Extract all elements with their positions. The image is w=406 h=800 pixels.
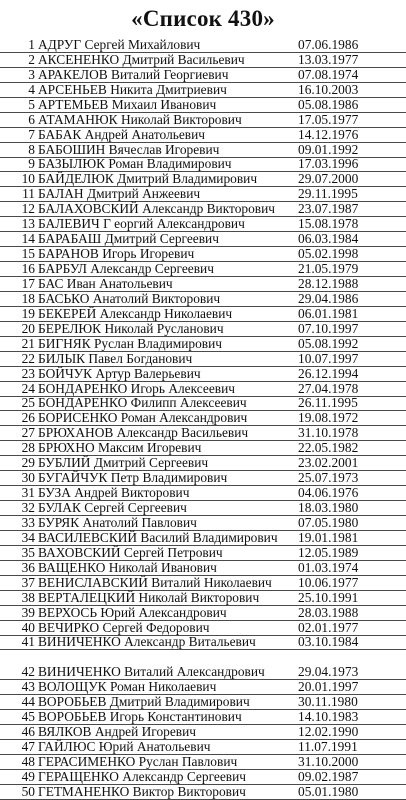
- list-item-name: ВЯЛКОВ Андрей Игоревич: [38, 724, 197, 740]
- list-item-num: 40: [21, 619, 35, 635]
- list-item-num: 18: [21, 290, 35, 306]
- list-item-date: 07.06.1986: [298, 36, 359, 52]
- list-item-date: 20.01.1997: [298, 679, 359, 695]
- list-item-num: 23: [21, 365, 35, 381]
- list-item: [0, 232, 406, 247]
- list-item-date: 30.11.1980: [298, 694, 358, 710]
- list-item: [0, 755, 406, 770]
- list-item-date: 05.01.1980: [298, 783, 359, 799]
- list-gap: [0, 650, 406, 665]
- list-item-name: АРАКЕЛОВ Виталий Георгиевич: [38, 66, 229, 82]
- list-item: [0, 531, 406, 546]
- list-item-name: БАЛЕВИЧ Г еоргий Александрович: [38, 216, 245, 232]
- list-item-date: 26.12.1994: [298, 365, 359, 381]
- list-item-date: 19.01.1981: [298, 529, 359, 545]
- list-item-name: БАС Иван Анатольевич: [38, 275, 173, 291]
- list-item-num: 36: [21, 559, 35, 575]
- list-item-date: 01.03.1974: [298, 559, 359, 575]
- list-item-date: 23.02.2001: [298, 455, 359, 471]
- list-item-date: 26.11.1995: [298, 395, 358, 411]
- list-item-name: БРЮХАНОВ Александр Васильевич: [38, 425, 249, 441]
- list-item-num: 1: [28, 36, 35, 52]
- name-list: [0, 38, 406, 800]
- list-item-date: 05.08.1986: [298, 96, 359, 112]
- list-item: [0, 202, 406, 217]
- list-item: [0, 292, 406, 307]
- list-item-num: 15: [21, 246, 35, 262]
- list-item-num: 7: [28, 126, 35, 142]
- list-item-date: 27.04.1978: [298, 380, 359, 396]
- list-item: [0, 561, 406, 576]
- list-item-num: 13: [21, 216, 35, 232]
- list-item-date: 23.07.1987: [298, 201, 359, 217]
- list-item-date: 21.05.1979: [298, 261, 359, 277]
- list-item-date: 09.01.1992: [298, 141, 359, 157]
- list-item-num: 5: [28, 96, 35, 112]
- list-item-num: 24: [21, 380, 35, 396]
- list-item-num: 25: [21, 395, 35, 411]
- list-item: [0, 591, 406, 606]
- list-item-name: ГАЙЛЮС Юрий Анатольевич: [38, 739, 211, 755]
- list-item-name: БУЗА Андрей Викторович: [38, 485, 190, 501]
- list-item-num: 2: [28, 51, 35, 67]
- list-item-num: 3: [28, 66, 35, 82]
- list-item-name: ВЕРТАЛЕЦКИЙ Николай Викторович: [38, 589, 260, 605]
- list-item-date: 31.10.1978: [298, 425, 359, 441]
- list-item: [0, 486, 406, 501]
- list-item: [0, 158, 406, 173]
- list-item: [0, 247, 406, 262]
- list-item: [0, 262, 406, 277]
- list-item-date: 25.07.1973: [298, 470, 359, 486]
- list-item-num: 32: [21, 500, 35, 516]
- list-item-name: ВИНИЧЕНКО Виталий Александрович: [38, 664, 265, 680]
- list-item-date: 29.11.1995: [298, 186, 358, 202]
- list-item-num: 35: [21, 544, 35, 560]
- list-item-name: АКСЕНЕНКО Дмитрий Васильевич: [38, 51, 245, 67]
- list-item-num: 8: [28, 141, 35, 157]
- list-item: [0, 83, 406, 98]
- list-item-num: 6: [28, 111, 35, 127]
- list-item: [0, 337, 406, 352]
- list-item-date: 31.10.2000: [298, 753, 359, 769]
- list-item-num: 26: [21, 410, 35, 426]
- list-item-date: 15.08.1978: [298, 216, 359, 232]
- list-item-num: 29: [21, 455, 35, 471]
- list-item: [0, 680, 406, 695]
- list-item: [0, 322, 406, 337]
- list-item: [0, 68, 406, 83]
- list-item: [0, 710, 406, 725]
- list-item-name: ВЕНИСЛАВСКИЙ Виталий Николаевич: [38, 574, 272, 590]
- list-item-date: 07.05.1980: [298, 514, 359, 530]
- list-item-name: БАБОШИН Вячеслав Игоревич: [38, 141, 220, 157]
- list-item: [0, 695, 406, 710]
- list-item: [0, 38, 406, 53]
- list-item-date: 28.12.1988: [298, 275, 359, 291]
- list-item-date: 17.03.1996: [298, 156, 359, 172]
- list-item-name: ВОЛОЩУК Роман Николаевич: [38, 679, 217, 695]
- list-item-date: 10.07.1997: [298, 350, 359, 366]
- list-item-num: 50: [21, 783, 35, 799]
- list-item-name: ВАЩЕНКО Николай Иванович: [38, 559, 217, 575]
- list-item-name: ВАСИЛЕВСКИЙ Василий Владимирович: [38, 529, 278, 545]
- list-item-name: БЕКЕРЕЙ Александр Николаевич: [38, 305, 233, 321]
- list-item-num: 10: [21, 171, 35, 187]
- list-item: [0, 172, 406, 187]
- list-item-num: 22: [21, 350, 35, 366]
- list-item: [0, 636, 406, 651]
- list-item-name: АТАМАНЮК Николай Викторович: [38, 111, 242, 127]
- list-item-date: 06.01.1981: [298, 305, 359, 321]
- list-item-date: 14.12.1976: [298, 126, 359, 142]
- list-item-name: БИГНЯК Руслан Владимирович: [38, 335, 222, 351]
- list-item-date: 11.07.1991: [298, 739, 358, 755]
- list-item-name: ГЕРАСИМЕНКО Руслан Павлович: [38, 753, 238, 769]
- list-item-num: 41: [21, 634, 35, 650]
- list-item-date: 29.07.2000: [298, 171, 359, 187]
- list-item-name: ВЕРХОСЬ Юрий Александрович: [38, 604, 227, 620]
- list-item-num: 9: [28, 156, 35, 172]
- list-item: [0, 501, 406, 516]
- list-item-num: 34: [21, 529, 35, 545]
- list-item-name: ГЕРАЩЕНКО Александр Сергеевич: [38, 768, 246, 784]
- list-item-date: 16.10.2003: [298, 81, 359, 97]
- list-item: [0, 53, 406, 68]
- list-item-name: БОЙЧУК Артур Валерьевич: [38, 365, 201, 381]
- list-item-num: 38: [21, 589, 35, 605]
- list-item-date: 04.06.1976: [298, 485, 359, 501]
- list-item: [0, 128, 406, 143]
- list-item: [0, 770, 406, 785]
- list-item-name: БУГАЙЧУК Петр Владимирович: [38, 470, 228, 486]
- list-item-date: 19.08.1972: [298, 410, 359, 426]
- list-item: [0, 187, 406, 202]
- list-item-date: 12.05.1989: [298, 544, 359, 560]
- list-item-date: 13.03.1977: [298, 51, 359, 67]
- list-item-name: БАРАНОВ Игорь Игоревич: [38, 246, 195, 262]
- list-item: [0, 441, 406, 456]
- list-item-date: 07.08.1974: [298, 66, 359, 82]
- list-item-num: 21: [21, 335, 35, 351]
- list-item-date: 17.05.1977: [298, 111, 359, 127]
- list-item-date: 10.06.1977: [298, 574, 359, 590]
- list-item: [0, 143, 406, 158]
- list-item-date: 18.03.1980: [298, 500, 359, 516]
- list-item-num: 43: [21, 679, 35, 695]
- list-item-name: ВИНИЧЕНКО Александр Витальевич: [38, 634, 256, 650]
- list-item: [0, 397, 406, 412]
- list-item: [0, 277, 406, 292]
- list-item: [0, 606, 406, 621]
- list-item-date: 05.02.1998: [298, 246, 359, 262]
- list-item-num: 17: [21, 275, 35, 291]
- list-item-num: 46: [21, 724, 35, 740]
- list-item-name: БИЛЫК Павел Богданович: [38, 350, 193, 366]
- list-item-num: 48: [21, 753, 35, 769]
- list-item-num: 30: [21, 470, 35, 486]
- list-item: [0, 113, 406, 128]
- list-item-name: БАСЬКО Анатолий Викторович: [38, 290, 221, 306]
- list-item-name: АРТЕМЬЕВ Михаил Иванович: [38, 96, 217, 112]
- list-item-num: 49: [21, 768, 35, 784]
- list-item-name: БАРАБАШ Дмитрий Сергеевич: [38, 231, 219, 247]
- list-item-name: ВОРОБЬЕВ Дмитрий Владимирович: [38, 694, 250, 710]
- list-item-num: 39: [21, 604, 35, 620]
- list-item-num: 31: [21, 485, 35, 501]
- list-item-date: 07.10.1997: [298, 320, 359, 336]
- list-item-name: БОНДАРЕНКО Игорь Алексеевич: [38, 380, 236, 396]
- list-item: [0, 456, 406, 471]
- page-title: «Список 430»: [131, 6, 275, 31]
- list-item: [0, 740, 406, 755]
- list-item: [0, 471, 406, 486]
- list-item-num: 42: [21, 664, 35, 680]
- list-item-name: БОРИСЕНКО Роман Александрович: [38, 410, 248, 426]
- list-item-date: 06.03.1984: [298, 231, 359, 247]
- list-item: [0, 98, 406, 113]
- list-item-num: 27: [21, 425, 35, 441]
- list-item-num: 33: [21, 514, 35, 530]
- list-item-date: 22.05.1982: [298, 440, 359, 456]
- list-item-name: БУРЯК Анатолий Павлович: [38, 514, 197, 530]
- list-item-num: 28: [21, 440, 35, 456]
- list-item-name: АДРУГ Сергей Михайлович: [38, 36, 201, 52]
- list-item-num: 16: [21, 261, 35, 277]
- list-item: [0, 785, 406, 800]
- list-item-name: БУЛАК Сергей Сергеевич: [38, 500, 187, 516]
- list-item-num: 14: [21, 231, 35, 247]
- list-item-name: АРСЕНЬЕВ Никита Дмитриевич: [38, 81, 227, 97]
- list-item: [0, 367, 406, 382]
- list-item-num: 45: [21, 709, 35, 725]
- list-item-num: 37: [21, 574, 35, 590]
- list-item-date: 05.08.1992: [298, 335, 359, 351]
- list-item-name: БАЛАН Дмитрий Анжеевич: [38, 186, 201, 202]
- list-item-num: 12: [21, 201, 35, 217]
- list-item-name: ГЕТМАНЕНКО Виктор Викторович: [38, 783, 246, 799]
- list-item: [0, 382, 406, 397]
- list-item-date: 28.03.1988: [298, 604, 359, 620]
- list-item: [0, 576, 406, 591]
- list-item-date: 09.02.1987: [298, 768, 359, 784]
- list-item: [0, 665, 406, 680]
- list-item-name: БАЛАХОВСКИЙ Александр Викторович: [38, 201, 276, 217]
- list-item-date: 03.10.1984: [298, 634, 359, 650]
- list-item-num: 19: [21, 305, 35, 321]
- list-item: [0, 352, 406, 367]
- list-item-name: ВОРОБЬЕВ Игорь Константинович: [38, 709, 242, 725]
- list-item-name: БОНДАРЕНКО Филипп Алексеевич: [38, 395, 247, 411]
- list-item-name: БАБАК Андрей Анатольевич: [38, 126, 206, 142]
- list-item-name: БАЗЫЛЮК Роман Владимирович: [38, 156, 232, 172]
- list-item-date: 29.04.1973: [298, 664, 359, 680]
- list-item: [0, 411, 406, 426]
- list-item-date: 25.10.1991: [298, 589, 359, 605]
- list-item: [0, 516, 406, 531]
- list-item-name: ВЕЧИРКО Сергей Федорович: [38, 619, 210, 635]
- list-item: [0, 217, 406, 232]
- list-item-num: 11: [22, 186, 35, 202]
- list-item-num: 44: [21, 694, 35, 710]
- list-item-name: БЕРЕЛЮК Николай Русланович: [38, 320, 224, 336]
- list-item-date: 12.02.1990: [298, 724, 359, 740]
- list-item: [0, 307, 406, 322]
- list-item-date: 14.10.1983: [298, 709, 359, 725]
- list-item-name: ВАХОВСКИЙ Сергей Петрович: [38, 544, 223, 560]
- list-item-name: БАРБУЛ Александр Сергеевич: [38, 261, 214, 277]
- list-item-name: БАЙДЕЛЮК Дмитрий Владимирович: [38, 171, 258, 187]
- list-item-num: 20: [21, 320, 35, 336]
- list-item-name: БРЮХНО Максим Игоревич: [38, 440, 202, 456]
- list-item: [0, 621, 406, 636]
- list-item-date: 29.04.1986: [298, 290, 359, 306]
- list-item: [0, 426, 406, 441]
- list-item: [0, 725, 406, 740]
- list-item-num: 47: [21, 739, 35, 755]
- list-item: [0, 546, 406, 561]
- list-item-date: 02.01.1977: [298, 619, 359, 635]
- list-item-name: БУБЛИЙ Дмитрий Сергеевич: [38, 455, 209, 471]
- list-item-num: 4: [28, 81, 35, 97]
